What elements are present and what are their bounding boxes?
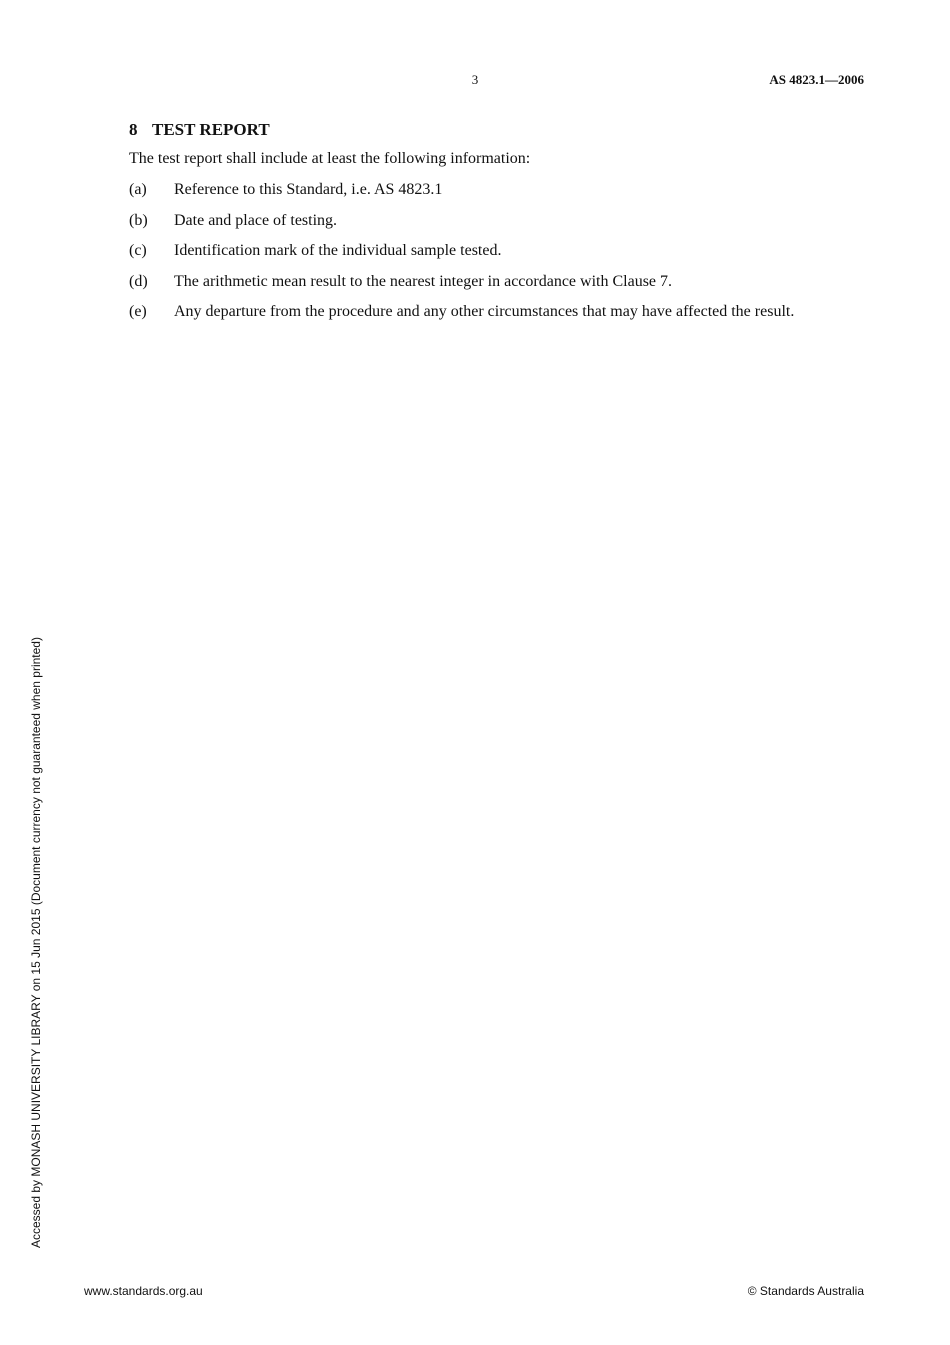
list-item xyxy=(129,211,821,231)
list-item-marker: (b) xyxy=(129,211,148,229)
list-item xyxy=(129,302,821,322)
section-intro: The test report shall include at least the following information: xyxy=(129,150,531,167)
list-item xyxy=(129,241,821,261)
section-number: 8 xyxy=(129,120,138,139)
footer-website: www.standards.org.au xyxy=(84,1284,203,1298)
list-item xyxy=(129,272,821,292)
list-item-marker: (d) xyxy=(129,272,148,290)
page-number: 3 xyxy=(471,72,479,87)
requirements-list xyxy=(129,180,821,333)
list-item xyxy=(129,180,821,200)
list-item-marker: (a) xyxy=(129,181,147,198)
footer-copyright: © Standards Australia xyxy=(747,1284,864,1298)
list-item-marker: (e) xyxy=(129,303,147,320)
list-item-text: Any departure from the procedure and any other circumstances that may have affected the result. xyxy=(174,303,795,320)
section-title: TEST REPORT xyxy=(152,120,270,139)
section-heading xyxy=(129,120,270,140)
document-id: AS 4823.1—2006 xyxy=(769,72,864,87)
list-item-text: The arithmetic mean result to the nearest integer in accordance with Clause 7. xyxy=(174,272,673,290)
list-item-text: Reference to this Standard, i.e. AS 4823.1 xyxy=(174,181,443,198)
list-item-text: Identification mark of the individual sample tested. xyxy=(174,242,502,259)
list-item-text: Date and place of testing. xyxy=(174,211,338,229)
list-item-marker: (c) xyxy=(129,242,147,259)
access-watermark: Accessed by MONASH UNIVERSITY LIBRARY on 15 Jun 2015 (Document currency not guaranteed when printed) xyxy=(29,637,43,1248)
